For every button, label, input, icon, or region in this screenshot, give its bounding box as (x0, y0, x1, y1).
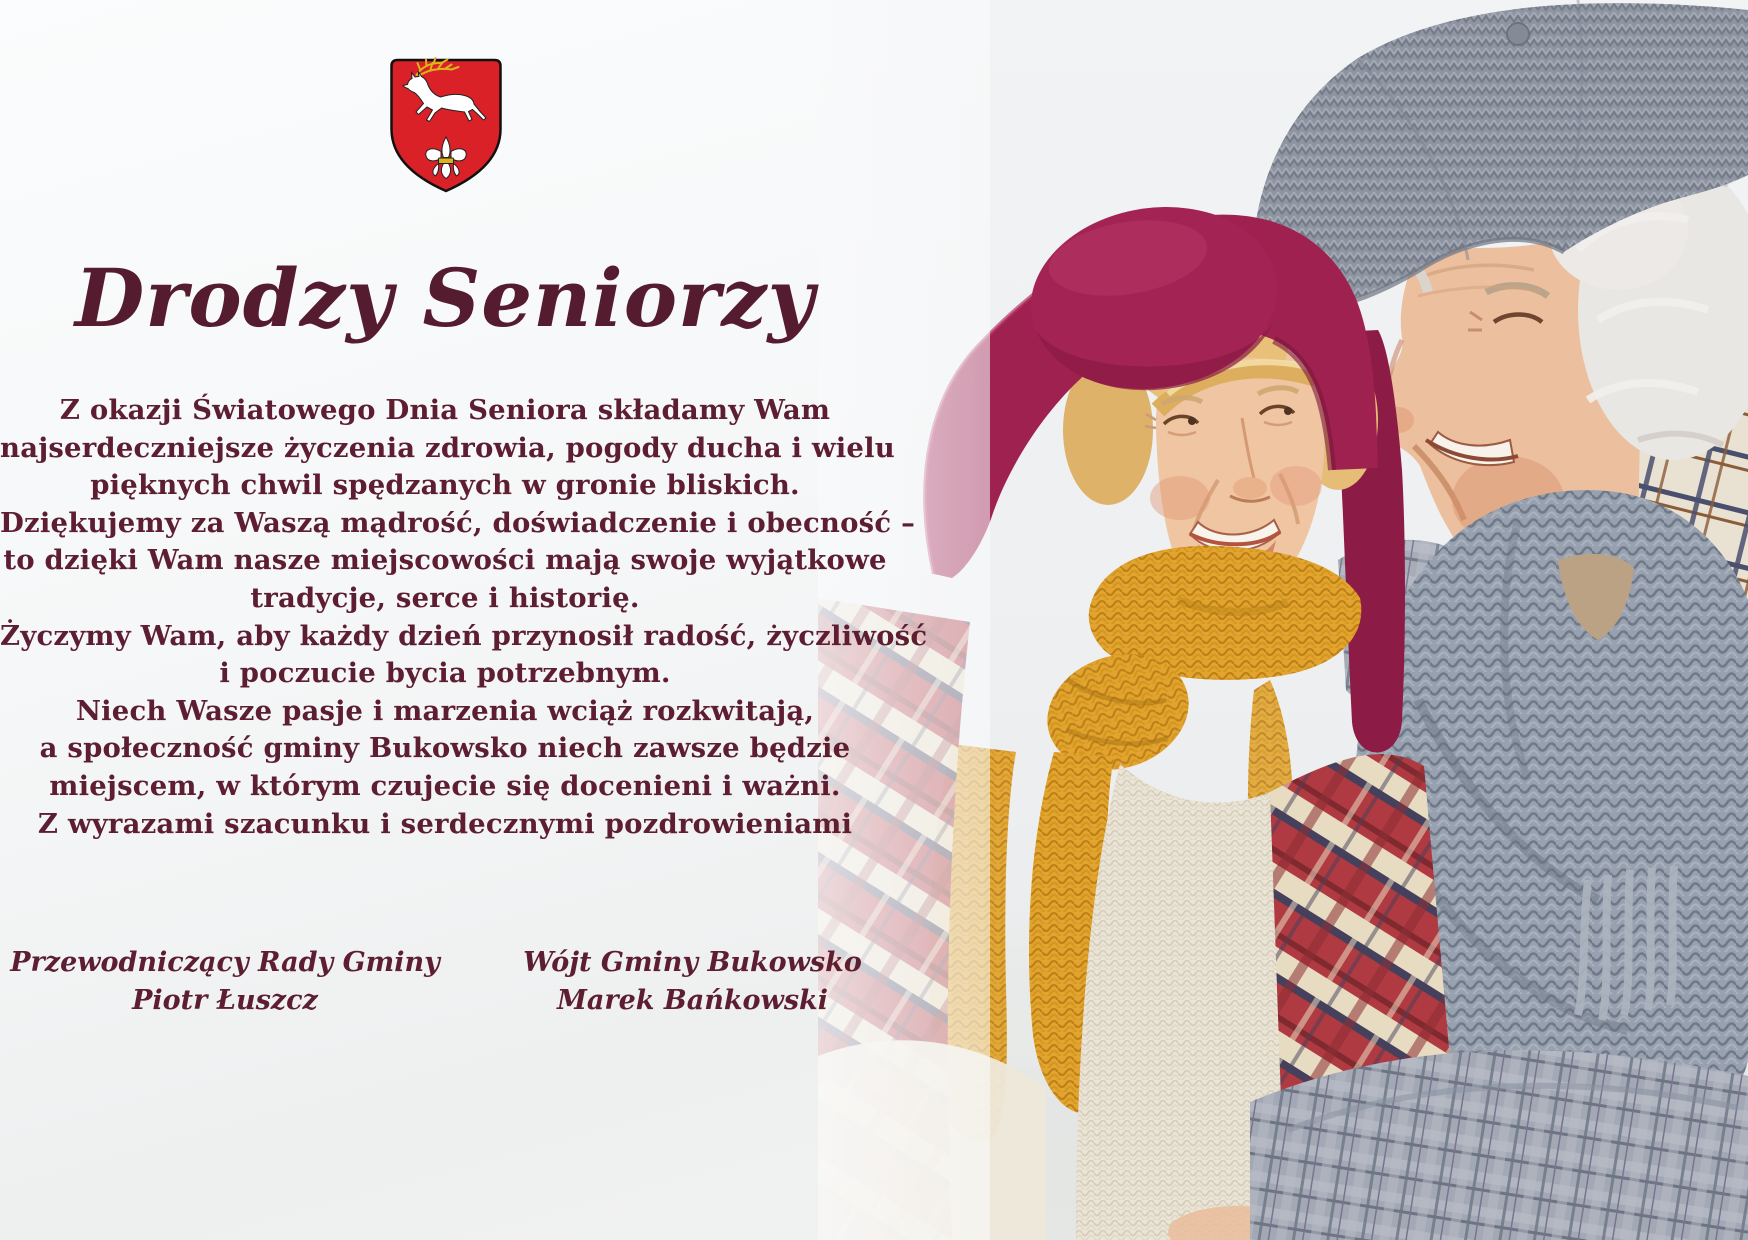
glen-plaid-sleeve (1250, 1050, 1748, 1240)
page-title: Drodzy Seniorzy (74, 251, 816, 345)
coat-of-arms-emblem (383, 55, 509, 197)
signature-chairman (0, 944, 450, 1020)
message-line: Niech Wasze pasje i marzenia wciąż rozkwitają, (75, 694, 815, 727)
message-line: i poczucie bycia potrzebnym. (219, 657, 671, 690)
signature-role: Wójt Gminy Bukowsko (523, 947, 862, 978)
message-line: a społeczność gminy Bukowsko niech zawsze będzie (39, 732, 851, 765)
message-line: Z wyrazami szacunku i serdecznymi pozdrowieniami (37, 807, 853, 840)
message-line: Dziękujemy za Waszą mądrość, doświadczenie i obecność – (0, 506, 916, 539)
signatures (0, 944, 935, 1020)
message-line: tradycje, serce i historię. (250, 581, 640, 614)
message-line: Życzymy Wam, aby każdy dzień przynosił radość, życzliwość (0, 619, 928, 652)
message-line: Z okazji Światowego Dnia Seniora składamy Wam (59, 394, 831, 426)
greeting-message (0, 392, 928, 843)
cap-button (1507, 23, 1529, 45)
message-line: najserdeczniejsze życzenia zdrowia, pogody ducha i wielu (0, 431, 895, 464)
message-line: to dzięki Wam nasze miejscowości mają swoje wyjątkowe (3, 544, 887, 577)
signature-name: Marek Bańkowski (557, 985, 828, 1016)
message-line: miejscem, w którym czujecie się docenieni i ważni. (49, 769, 841, 802)
couple-photo (818, 0, 1748, 1240)
signature-role: Przewodniczący Rady Gminy (10, 947, 440, 978)
signature-name: Piotr Łuszcz (132, 985, 318, 1016)
message-line: pięknych chwil spędzanych w gronie bliskich. (90, 469, 800, 502)
signature-mayor (450, 944, 935, 1020)
